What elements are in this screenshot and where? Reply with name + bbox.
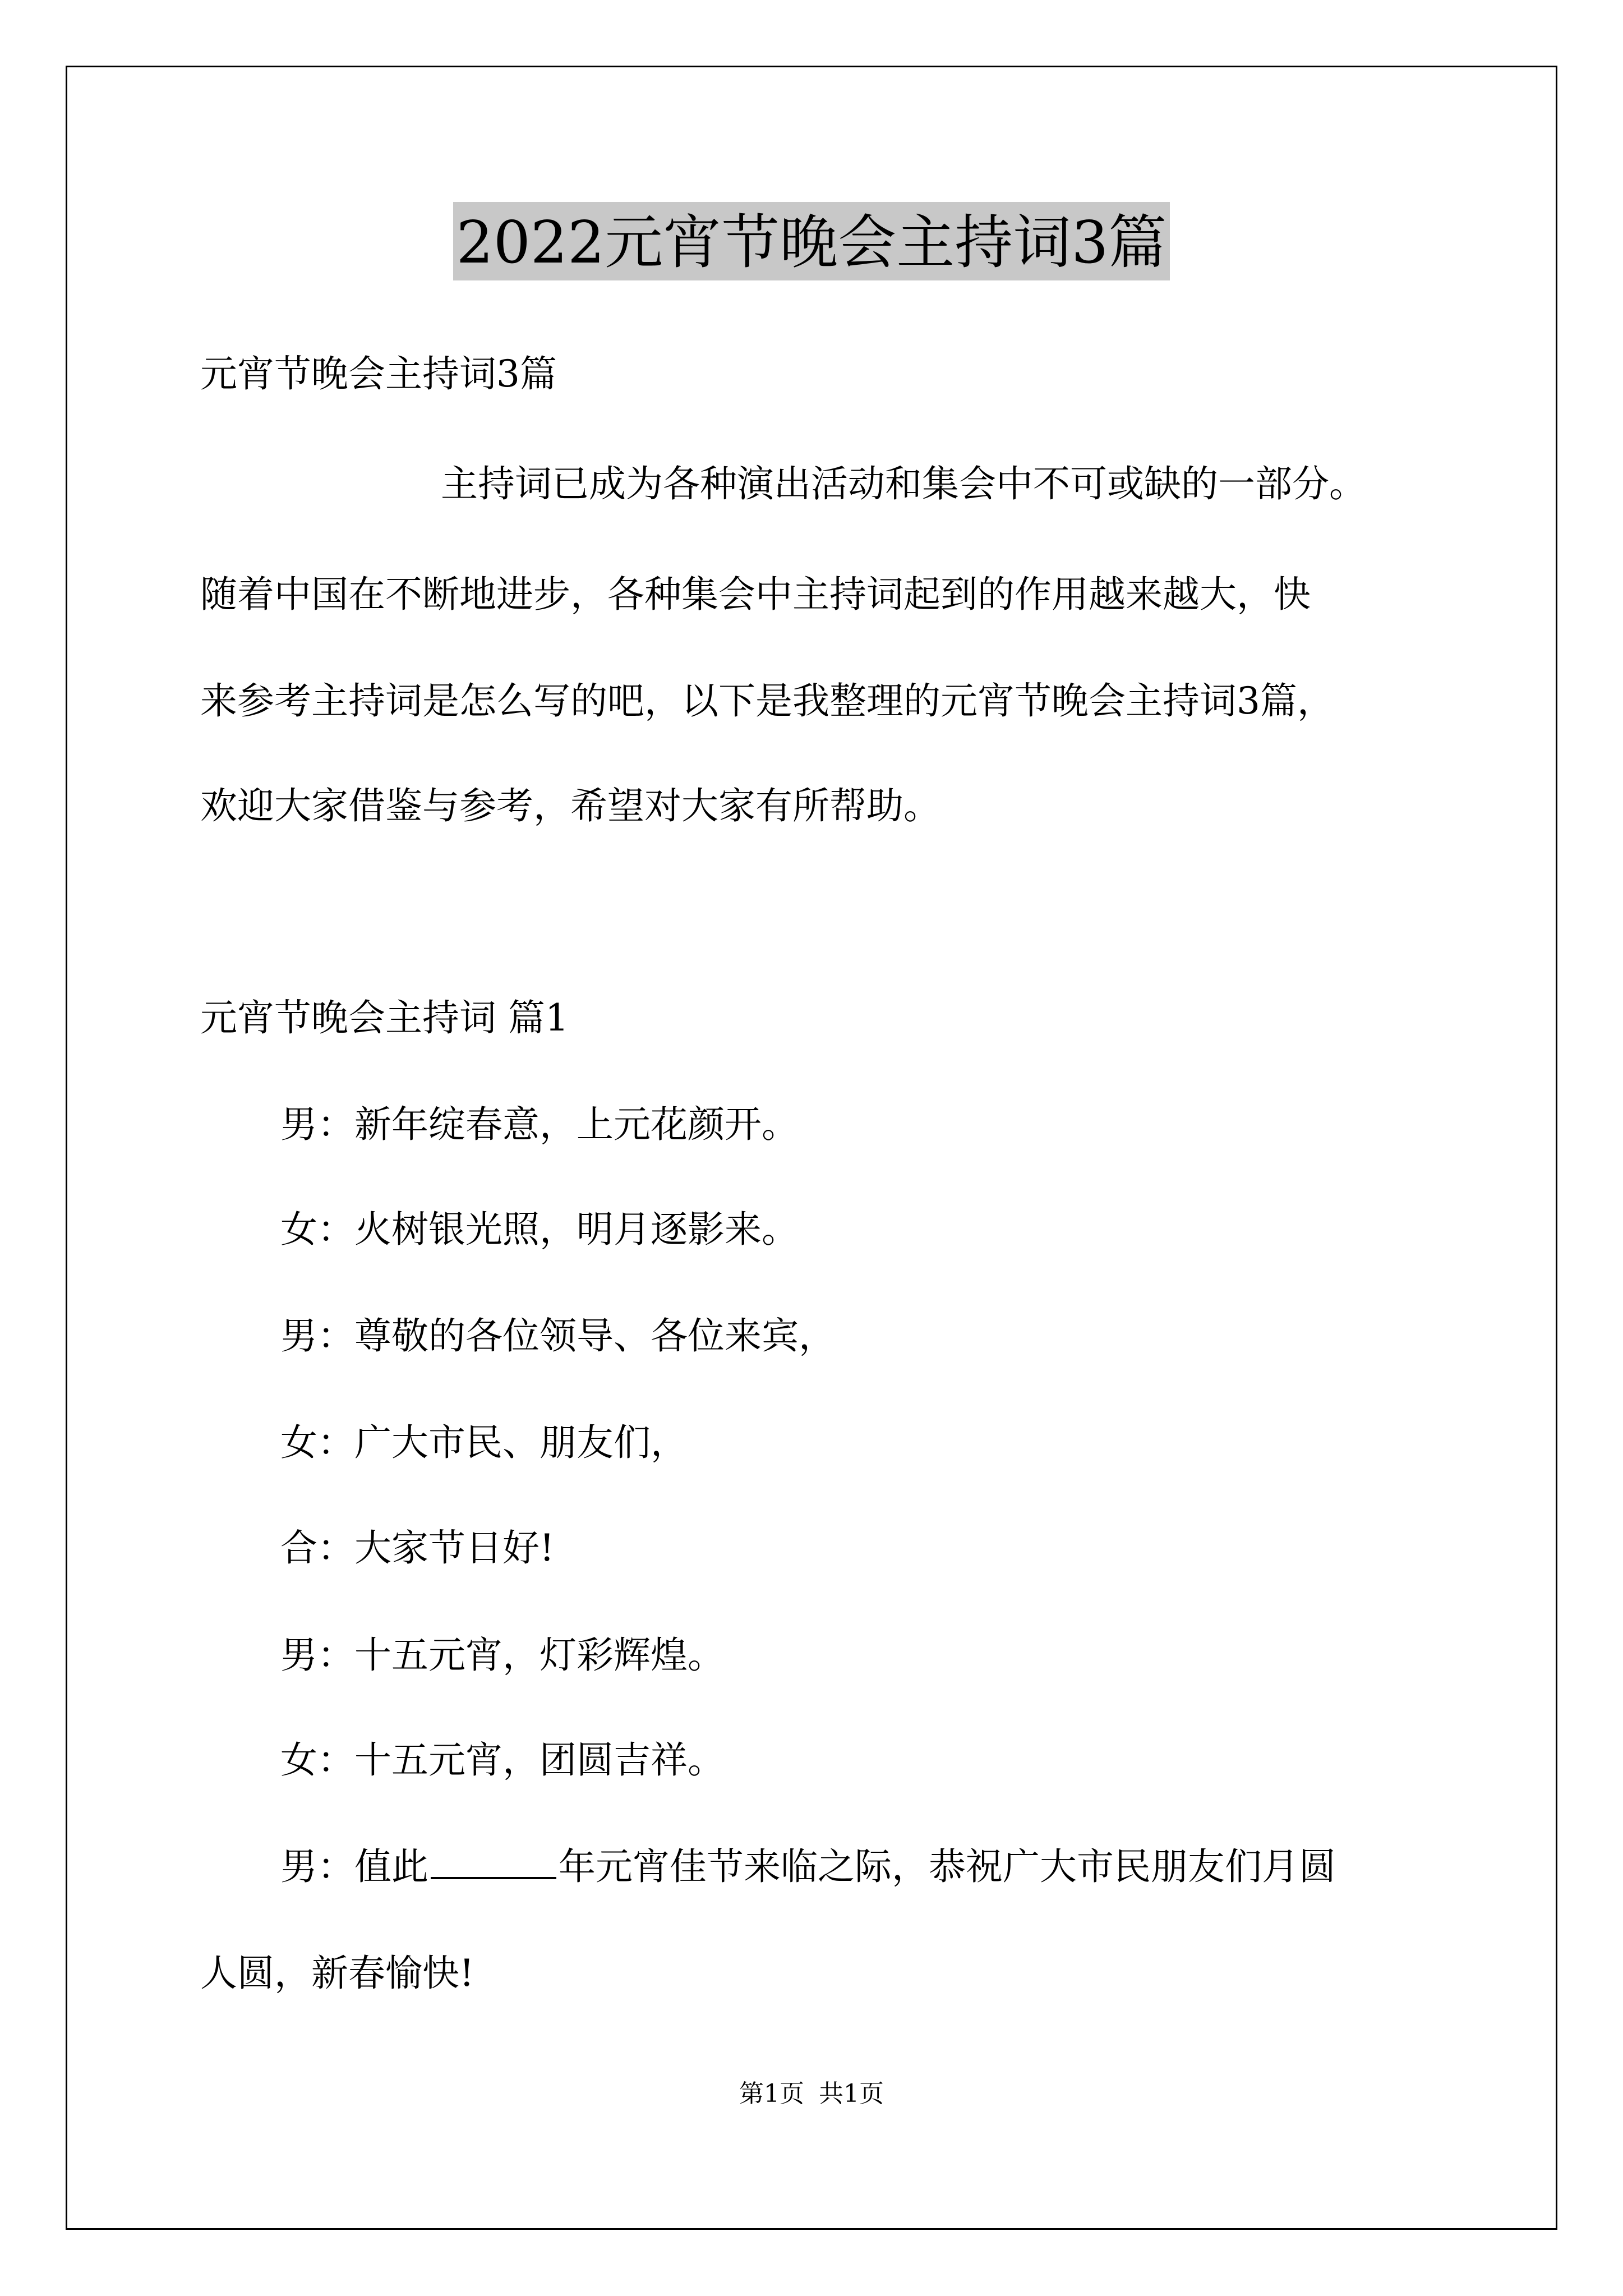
document-title: 2022元宵节晚会主持词3篇	[453, 202, 1170, 280]
dialog-line-8-continued: 人圆，新春愉快!	[200, 1952, 474, 1995]
dialog-line-1: 男：新年绽春意，上元花颜开。	[280, 1103, 799, 1146]
fill-in-blank	[431, 1846, 556, 1879]
page-footer	[0, 2077, 1623, 2111]
dialog-line-4: 女：广大市民、朋友们，	[280, 1421, 688, 1464]
document-subtitle: 元宵节晚会主持词3篇	[200, 352, 557, 395]
page-number: 第1页	[739, 2079, 804, 2108]
dialog-line-2: 女：火树银光照，明月逐影来。	[280, 1208, 799, 1251]
page-total: 共1页	[819, 2079, 884, 2108]
dialog-line-8	[280, 1842, 1336, 1892]
intro-line-2: 随着中国在不断地进步，各种集会中主持词起到的作用越来越大，快	[200, 573, 1311, 616]
dialog-line-7: 女：十五元宵，团圆吉祥。	[280, 1738, 725, 1782]
dialog-line-5: 合：大家节日好!	[280, 1526, 555, 1570]
dialog-line-8-start: 男：值此	[280, 1845, 428, 1888]
dialog-line-6: 男：十五元宵，灯彩辉煌。	[280, 1634, 725, 1677]
intro-line-4: 欢迎大家借鉴与参考，希望对大家有所帮助。	[200, 784, 940, 827]
dialog-line-3: 男：尊敬的各位领导、各位来宾，	[280, 1314, 836, 1358]
intro-line-1: 主持词已成为各种演出活动和集会中不可或缺的一部分。	[441, 462, 1366, 505]
section-heading: 元宵节晚会主持词 篇1	[200, 996, 569, 1039]
dialog-line-8-end: 年元宵佳节来临之际，恭祝广大市民朋友们月圆	[559, 1845, 1336, 1888]
intro-line-3: 来参考主持词是怎么写的吧，以下是我整理的元宵节晚会主持词3篇，	[200, 679, 1334, 723]
title-container	[0, 202, 1623, 280]
